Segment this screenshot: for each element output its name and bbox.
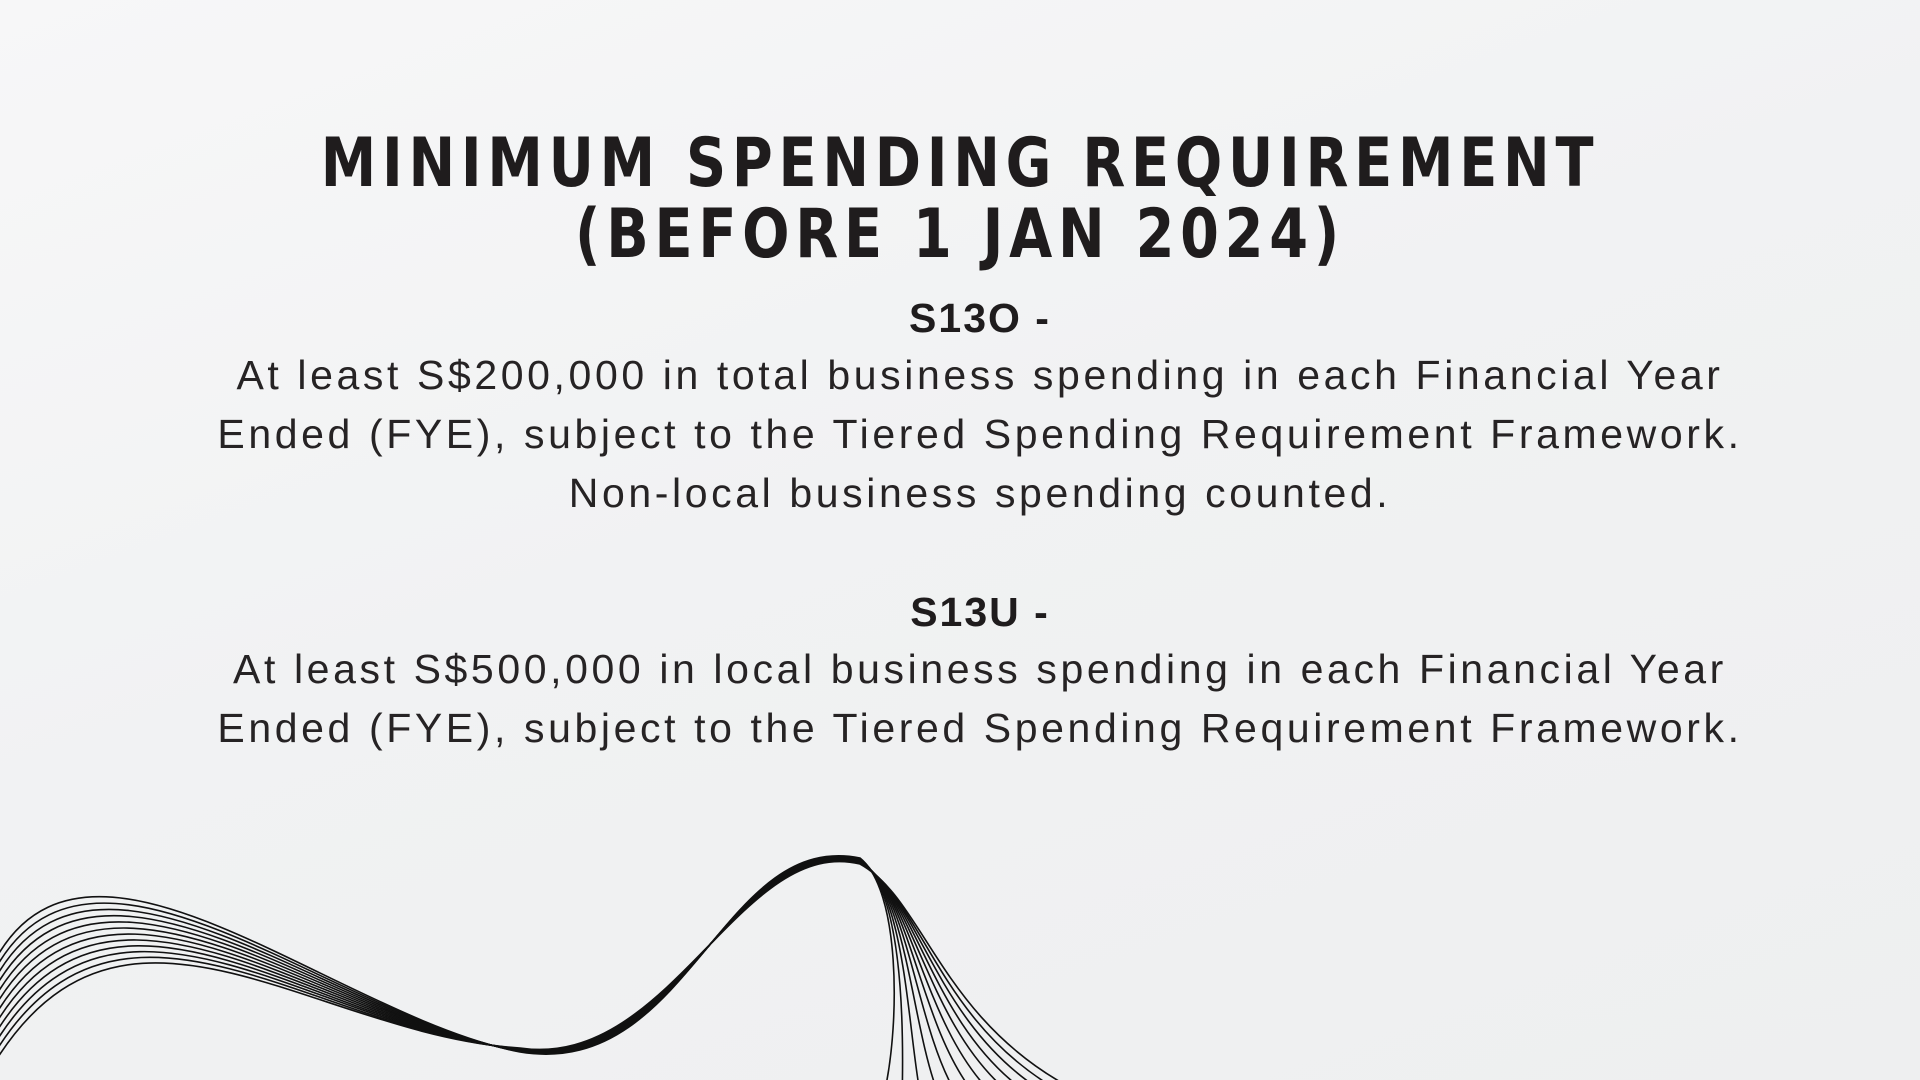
wave-lines-icon [0, 820, 1100, 1080]
section-s13o-line-3: Non-local business spending counted. [568, 470, 1392, 516]
section-heading-s13o: S13O - [909, 295, 1051, 341]
section-heading-s13u: S13U - [910, 589, 1050, 635]
wave-line [0, 857, 920, 1080]
section-s13o-line-2: Ended (FYE), subject to the Tiered Spending Requirement Framework. [217, 411, 1743, 457]
wave-line [0, 856, 894, 1080]
section-s13o-line-1: At least S$200,000 in total business spending in each Financial Year [236, 352, 1724, 398]
section-s13u-line-2: Ended (FYE), subject to the Tiered Spending Requirement Framework. [217, 705, 1743, 751]
section-s13o [0, 290, 1920, 523]
wave-line [0, 859, 989, 1080]
section-s13u [0, 584, 1920, 758]
wave-line [0, 858, 954, 1080]
wave-line [0, 857, 937, 1080]
title-line-2: (BEFORE 1 JAN 2024) [575, 194, 1345, 274]
section-s13u-line-1: At least S$500,000 in local business spending in each Financial Year [233, 646, 1727, 692]
page-title [173, 123, 1747, 274]
title-line-1: MINIMUM SPENDING REQUIREMENT [320, 123, 1600, 203]
wave-line [0, 858, 971, 1080]
